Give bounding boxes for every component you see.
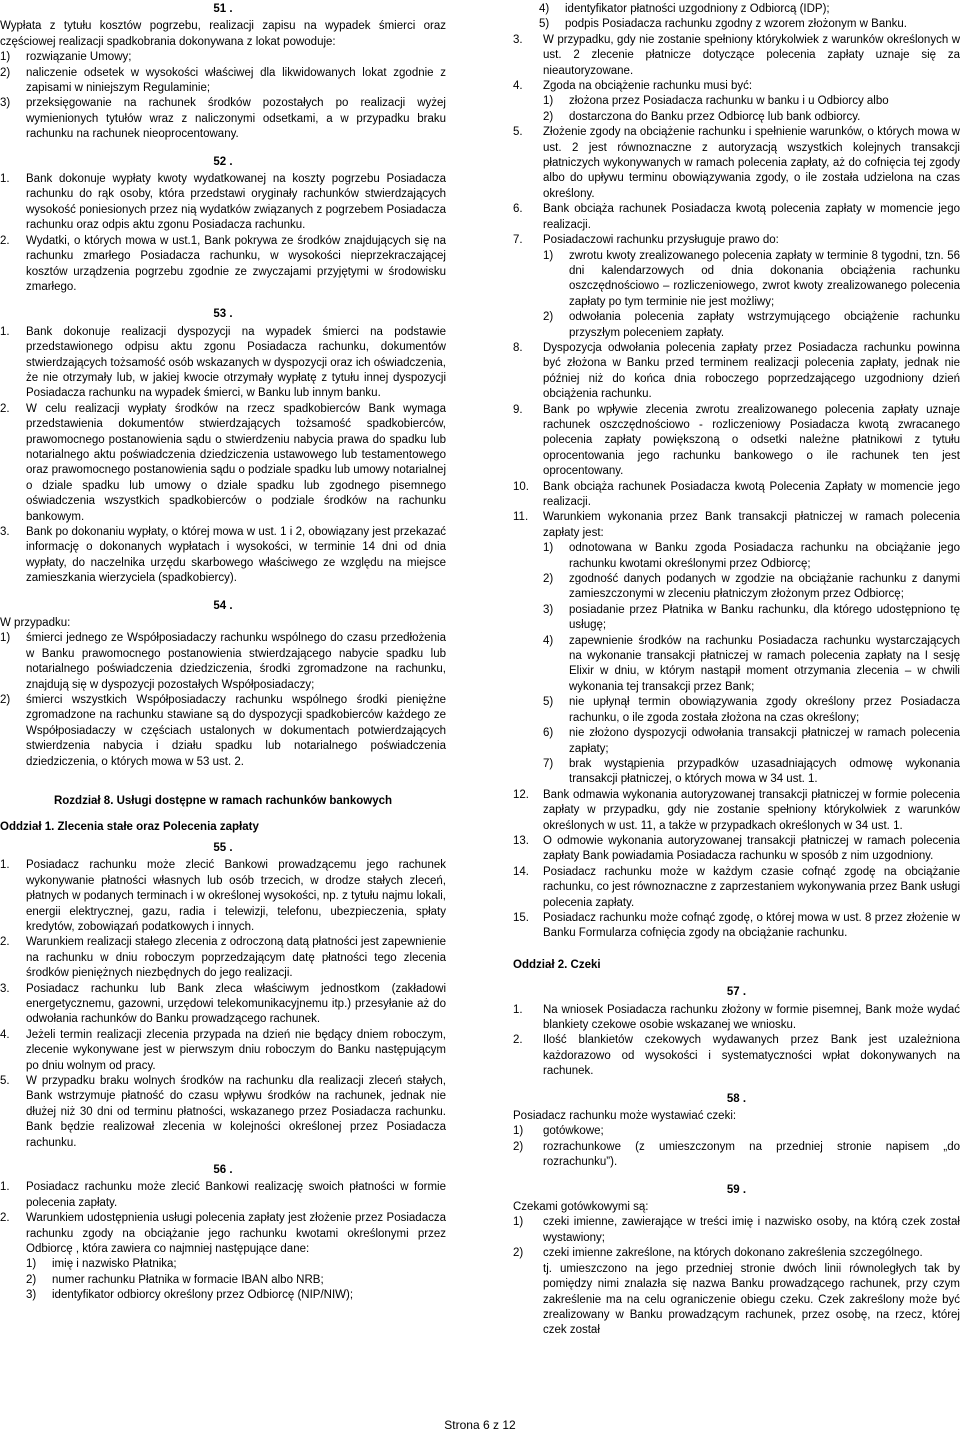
chapter-heading: Rozdział 8. Usługi dostępne w ramach rachunków bankowych: [53, 795, 393, 808]
section-heading-division-2: Oddział 2. Czeki: [513, 958, 601, 971]
page-footer: Strona 6 z 12: [444, 1418, 516, 1432]
list-item: 7. Posiadaczowi rachunku przysługuje prawo do:: [513, 234, 779, 247]
section-heading-55: 55 .: [213, 841, 233, 854]
paragraph-59-cont: tj. umieszczono na jego przedniej stronie dwóch linii równoległych tak by pomiędzy nimi znalazła się nazwa Banku prowadzącego rachunek, przy czym zakreślenie ma na celu ograniczenie obiegu czeku. Czek zakreślony może być zrealizowany w Banku prowadzącym rachunek, przez osobę, na rzecz, której czek został: [543, 1262, 960, 1337]
list-item: 4. Zgoda na obciążenie rachunku musi być:: [513, 80, 753, 93]
section-heading-56: 56 .: [213, 1164, 233, 1177]
list-item: 1) rozwiązanie Umowy;: [0, 51, 132, 64]
list-51: [0, 50, 446, 142]
list-item: 4. Jeżeli termin realizacji zlecenia przypada na dzień nie będący dniem roboczym, zlecenie wykonywane jest w pierwszym dniu roboczym do Banku następującym po dniu wolnym od pracy.: [0, 1028, 446, 1072]
section-heading-53: 53 .: [213, 308, 233, 321]
list-item: 14. Posiadacz rachunku może w każdym czasie cofnąć zgodę na obciążanie rachunku, co jest równoznaczne z zaprzestaniem wykonywania przez Bank usługi polecenia zapłaty.: [513, 865, 960, 909]
list-item: 1. Posiadacz rachunku może zlecić Bankowi realizację swoich płatności w formie polecenia zapłaty.: [0, 1181, 446, 1209]
list-56-subitems-cont: [539, 2, 960, 33]
list-item: 4) identyfikator płatności uzgodniony z Odbiorcą (IDP);: [539, 3, 830, 15]
list-52: [0, 172, 446, 295]
list-item: 2) rozrachunkowe (z umieszczonym na przedniej stronie napisem „do rozrachunku”).: [513, 1140, 960, 1169]
right-column: [513, 2, 960, 1339]
list-item: 15. Posiadacz rachunku może cofnąć zgodę, o której mowa w ust. 8 przez złożenie w Banku Formularza cofnięcia zgody na obciążanie rachunku.: [513, 911, 960, 940]
list-56-items-4: [513, 788, 960, 942]
list-item: 12. Bank odmawia wykonania autoryzowanej transakcji płatniczej w formie polecenia zapłaty w przypadku, gdy nie zostanie spełniony którykolwiek z warunków określonych w ust. 11, a także w przypadkach określonych w 34 ust. 1.: [513, 788, 960, 832]
section-heading-59: 59 .: [726, 1183, 747, 1196]
list-56-item11-subitems: [543, 541, 960, 788]
list-item: 11. Warunkiem wykonania przez Bank transakcji płatniczej w ramach polecenia zapłaty jest:: [513, 511, 960, 539]
paragraph-51-intro: Wypłata z tytułu kosztów pogrzebu, realizacji zapisu na wypadek śmierci oraz częściowej realizacji spadkobrania dokonywana z lokat powoduje:: [0, 20, 446, 48]
list-item: 2) odwołania polecenia zapłaty wstrzymującego obciążenie rachunku przyszłym poleceniem zapłaty.: [543, 311, 960, 339]
list-item: 2) śmierci wszystkich Współposiadaczy rachunku wspólnego środki pieniężne zgromadzone na rachunku stawiane są do dyspozycji spadkobierców każdego ze Współposiadaczy w częściach ustalonych w dokumentach potwierdzających stwierdzenia nabycia i działu spadku lub notarialnego poświadczenia dziedziczenia, o których mowa w 53 ust. 2.: [0, 694, 446, 768]
list-56-items-3: [513, 341, 960, 541]
list-item: 1) zwrotu kwoty zrealizowanego polecenia zapłaty w terminie 8 tygodni, tzn. 56 dni kalendarzowych od dnia dokonania obciążenia rachunku oszczędnościowo – rozliczeniowego, zwrot kwoty zrealizowanego polecenia zapłaty po tym terminie nie jest możliwy;: [543, 249, 960, 308]
list-item: 3) identyfikator odbiorcy określony przez Odbiorcę (NIP/NIW);: [26, 1289, 354, 1302]
list-54: [0, 631, 446, 770]
list-item: 8. Dyspozycja odwołania polecenia zapłaty przez Posiadacza rachunku powinna być złożona w Banku przed terminem realizacji polecenia zapłaty, jednak nie później niż do końca dnia roboczego poprzedzającego uzgodniony dzień obciążenia rachunku.: [513, 341, 960, 401]
list-item: 3. Bank po dokonaniu wypłaty, o której mowa w ust. 1 i 2, obowiązany jest przekazać informację o dokonanych wypłatach i wysokości, w terminie 14 dni od dnia wypłaty, do naczelnika urzędu skarbowego właściwego ze względu na miejsce zamieszkania wierzyciela (spadkobiercy).: [0, 526, 446, 585]
list-item: 1. Posiadacz rachunku może zlecić Bankowi prowadzącemu jego rachunek wykonywanie płatności własnych lub osób trzecich, w drodze stałych zleceń, płatnych w podanych terminach i w określonej wysokości, np. z tytułu najmu lokali, energii elektrycznej, gazu, radia i telewizji, telefonu, ubezpieczenia, spłaty kredytów, zobowiązań podatkowych i innych.: [0, 859, 446, 933]
list-item: 9. Bank po wpływie zlecenia zwrotu zrealizowanego polecenia zapłaty uznaje rachunek oszczędnościowo - rozliczeniowy Posiadacza kwotą zwracanego polecenia zapłaty powiększoną o odsetki należne płatnikowi z tytułu oprocentowania jego rachunku bankowego o ile rachunek ten jest oprocentowany.: [513, 403, 960, 478]
left-column: [0, 2, 446, 1304]
list-item: 2. Warunkiem udostępnienia usługi polecenia zapłaty jest złożenie przez Posiadacza rachunku zgody na obciążanie jego rachunku kwotami określonymi przez Odbiorcę , która zawiera co najmniej następujące dane:: [0, 1212, 446, 1256]
list-item: 1) imię i nazwisko Płatnika;: [26, 1258, 177, 1271]
list-59: [513, 1215, 960, 1261]
list-item: 1. Bank dokonuje wypłaty kwoty wydatkowanej na koszty pogrzebu Posiadacza rachunku do rąk osoby, która przedstawi oryginały rachunków stwierdzających wysokość poniesionych przez nią wydatków związanych z pogrzebem Posiadacza rachunku oraz odpis aktu zgonu Posiadacza rachunku.: [0, 173, 446, 232]
list-item: 4) zapewnienie środków na rachunku Posiadacza rachunku wystarczających na wykonanie transakcji płatniczej w ramach polecenia zapłaty na I sesję Elixir w dniu, w którym nastąpił moment otrzymania zlecenia – w chwili wykonania tej transakcji przez Bank;: [543, 634, 960, 693]
list-item: 1) czeki imienne, zawierające w treści imię i nazwisko osoby, na którą czek został wystawiony;: [513, 1216, 960, 1244]
paragraph-54-intro: W przypadku:: [0, 617, 71, 630]
list-item: 6. Bank obciąża rachunek Posiadacza kwotą polecenia zapłaty w momencie jego realizacji.: [513, 203, 960, 231]
list-56-items: [513, 33, 960, 95]
list-item: 2. W celu realizacji wypłaty środków na rzecz spadkobierców Bank wymaga przedstawienia dokumentów stwierdzających tożsamość spadkobierców, prawomocnego postanowienia sądu o stwierdzeniu nabycia prawa do spadku lub notarialnego aktu poświadczenia dziedziczenia ustawowego lub testamentowego oraz prawomocnego postanowienia sądu o podziale spadku lub umowy notarialnej o dziale spadku lub umowy o dziale spadku lub zgodnego pisemnego oświadczenia wszystkich spadkobierców o podziale środków na rachunku bankowym.: [0, 402, 446, 523]
list-item: 1) złożona przez Posiadacza rachunku w banku i u Odbiorcy albo: [543, 95, 889, 108]
list-item: 2. Ilość blankietów czekowych wydawanych przez Bank jest uzależniona każdorazowo od wysokości i systematyczności wpłat dokonywanych na rachunek.: [513, 1034, 960, 1078]
list-57: [513, 1003, 960, 1080]
paragraph-59-intro: Czekami gotówkowymi są:: [513, 1201, 649, 1214]
section-heading-54: 54 .: [213, 599, 233, 612]
list-item: 1. Bank dokonuje realizacji dyspozycji na wypadek śmierci na podstawie przedstawionego odpisu aktu zgonu Posiadacza rachunku, dokumentów stwierdzających tożsamość osób wskazanych w dyspozycji oraz ich oświadczenia, że nie otrzymały lub, w jakiej kwocie otrzymały wypłatę z tytułu innej dyspozycji Posiadacza rachunku na wypadek śmierci, w Banku lub innym banku.: [0, 325, 446, 400]
list-item: 3) posiadanie przez Płatnika w Banku rachunku, dla którego udostępniono tę usługę;: [543, 603, 960, 632]
section-heading-51: 51 .: [213, 3, 233, 15]
list-item: 1. Na wniosek Posiadacza rachunku złożony w formie pisemnej, Bank może wydać blankiety czekowe osobie wskazanej we wniosku.: [513, 1003, 960, 1031]
list-item: 10. Bank obciąża rachunek Posiadacza kwotą Polecenia Zapłaty w momencie jego realizacji.: [513, 480, 960, 508]
list-item: 1) śmierci jednego ze Współposiadaczy rachunku wspólnego do czasu przedłożenia w Banku prawomocnego postanowienia stwierdzającego nabycie spadku lub notarialnego poświadczenia dziedziczenia, środki zgromadzone na rachunku, znajdują się w dyspozycji pozostałych Współposiadaczy;: [0, 632, 446, 691]
list-item: 1) gotówkowe;: [513, 1125, 604, 1138]
list-55: [0, 858, 446, 1151]
section-heading-58: 58 .: [726, 1092, 747, 1105]
list-56-items-2: [513, 125, 960, 248]
section-heading-52: 52 .: [213, 155, 233, 168]
section-heading-division-1: Oddział 1. Zlecenia stałe oraz Polecenia zapłaty: [0, 820, 259, 833]
list-item: 5. W przypadku braku wolnych środków na rachunku dla realizacji zleceń stałych, Bank wstrzymuje płatność do czasu wpływu środków na rachunek, jednak nie dłużej niż 30 dni od terminu płatności, wskazanego przez Posiadacza rachunku. Bank będzie realizował zlecenia w kolejności określonej przez Posiadacza rachunku.: [0, 1075, 446, 1149]
list-item: 2) zgodność danych podanych w zgodzie na obciążanie rachunku z danymi zamieszczonymi w zleceniu płatniczym złożonym przez Odbiorcę;: [543, 573, 960, 601]
list-item: 2) czeki imienne zakreślone, na których dokonano zakreślenia szczególnego.: [513, 1247, 923, 1260]
list-item: 6) nie złożono dyspozycji odwołania transakcji płatniczej w ramach polecenia zapłaty;: [543, 727, 960, 755]
list-item: 3. W przypadku, gdy nie zostanie spełniony którykolwiek z warunków określonych w ust. 2 zlecenie płatnicze dotyczące polecenia zapłaty uznaje się za nieautoryzowane.: [513, 33, 960, 77]
list-53: [0, 325, 446, 587]
list-item: 2. Warunkiem realizacji stałego zlecenia z odroczoną datą płatności jest zapewnienie na rachunku w dniu roboczym poprzedzającym datę płatności tego zlecenia środków pieniężnych niezbędnych do jego realizacji.: [0, 936, 446, 980]
list-item: 2) dostarczona do Banku przez Odbiorcę lub bank odbiorcy.: [543, 110, 861, 123]
list-item: 13. O odmowie wykonania autoryzowanej transakcji płatniczej w ramach polecenia zapłaty Bank powiadamia Posiadacza rachunku w sposób z nim uzgodniony.: [513, 834, 960, 863]
list-item: 3. Posiadacz rachunku lub Bank zleca właściwym jednostkom (zakładowi energetycznemu, gazowni, urzędowi telekomunikacyjnemu itp.) przesyłanie aż do odwołania rachunków do Banku prowadzącego rachunek.: [0, 982, 446, 1026]
list-item: 5) nie upłynął termin obowiązywania zgody określony przez Posiadacza rachunku, o ile zgoda została złożona na czas określony;: [543, 696, 960, 724]
list-56: [0, 1180, 446, 1257]
list-item: 1) odnotowana w Banku zgoda Posiadacza rachunku na obciążanie jego rachunku kwotami określonymi przez Odbiorcę;: [543, 542, 960, 570]
list-item: 5. Złożenie zgody na obciążenie rachunku i spełnienie warunków, o których mowa w ust. 2 jest równoznaczne z autoryzacją wszystkich kolejnych transakcji płatniczych wykonywanych w ramach polecenia zapłaty, aż do cofnięcia tej zgody albo do upływu terminu obowiązywania zgody, o ile została udzielona na czas określony.: [513, 126, 960, 200]
list-item: 3) przeksięgowanie na rachunek środków pozostałych po realizacji wyżej wymienionych tytułów wraz z naliczonymi odsetkami, a w przypadku braku rachunku na rachunek nieoprocentowany.: [0, 97, 446, 141]
list-item: 2) naliczenie odsetek w wysokości właściwej dla likwidowanych lokat zgodnie z zapisami w niniejszym Regulaminie;: [0, 66, 446, 95]
list-56-subitems: [26, 1257, 446, 1303]
list-56-item7-subitems: [543, 249, 960, 341]
list-item: 2. Wydatki, o których mowa w ust.1, Bank pokrywa ze środków znajdujących się na rachunku zmarłego Posiadacza rachunku, w wysokości nieprzekraczającej kosztów urządzenia pogrzebu zgodnie ze zwyczajami przyjętymi w środowisku zmarłego.: [0, 234, 446, 293]
section-heading-57: 57 .: [726, 986, 747, 999]
list-58: [513, 1124, 960, 1170]
list-item: 5) podpis Posiadacza rachunku zgodny z wzorem złożonym w Banku.: [539, 18, 907, 31]
list-56-item4-subitems: [543, 94, 960, 125]
paragraph-58-intro: Posiadacz rachunku może wystawiać czeki:: [513, 1110, 737, 1123]
list-item: 7) brak wystąpienia przypadków uzasadniających odmowę wykonania transakcji płatniczej, o których mowa w 34 ust. 1.: [543, 757, 960, 786]
list-item: 2) numer rachunku Płatnika w formacie IBAN albo NRB;: [26, 1273, 324, 1286]
